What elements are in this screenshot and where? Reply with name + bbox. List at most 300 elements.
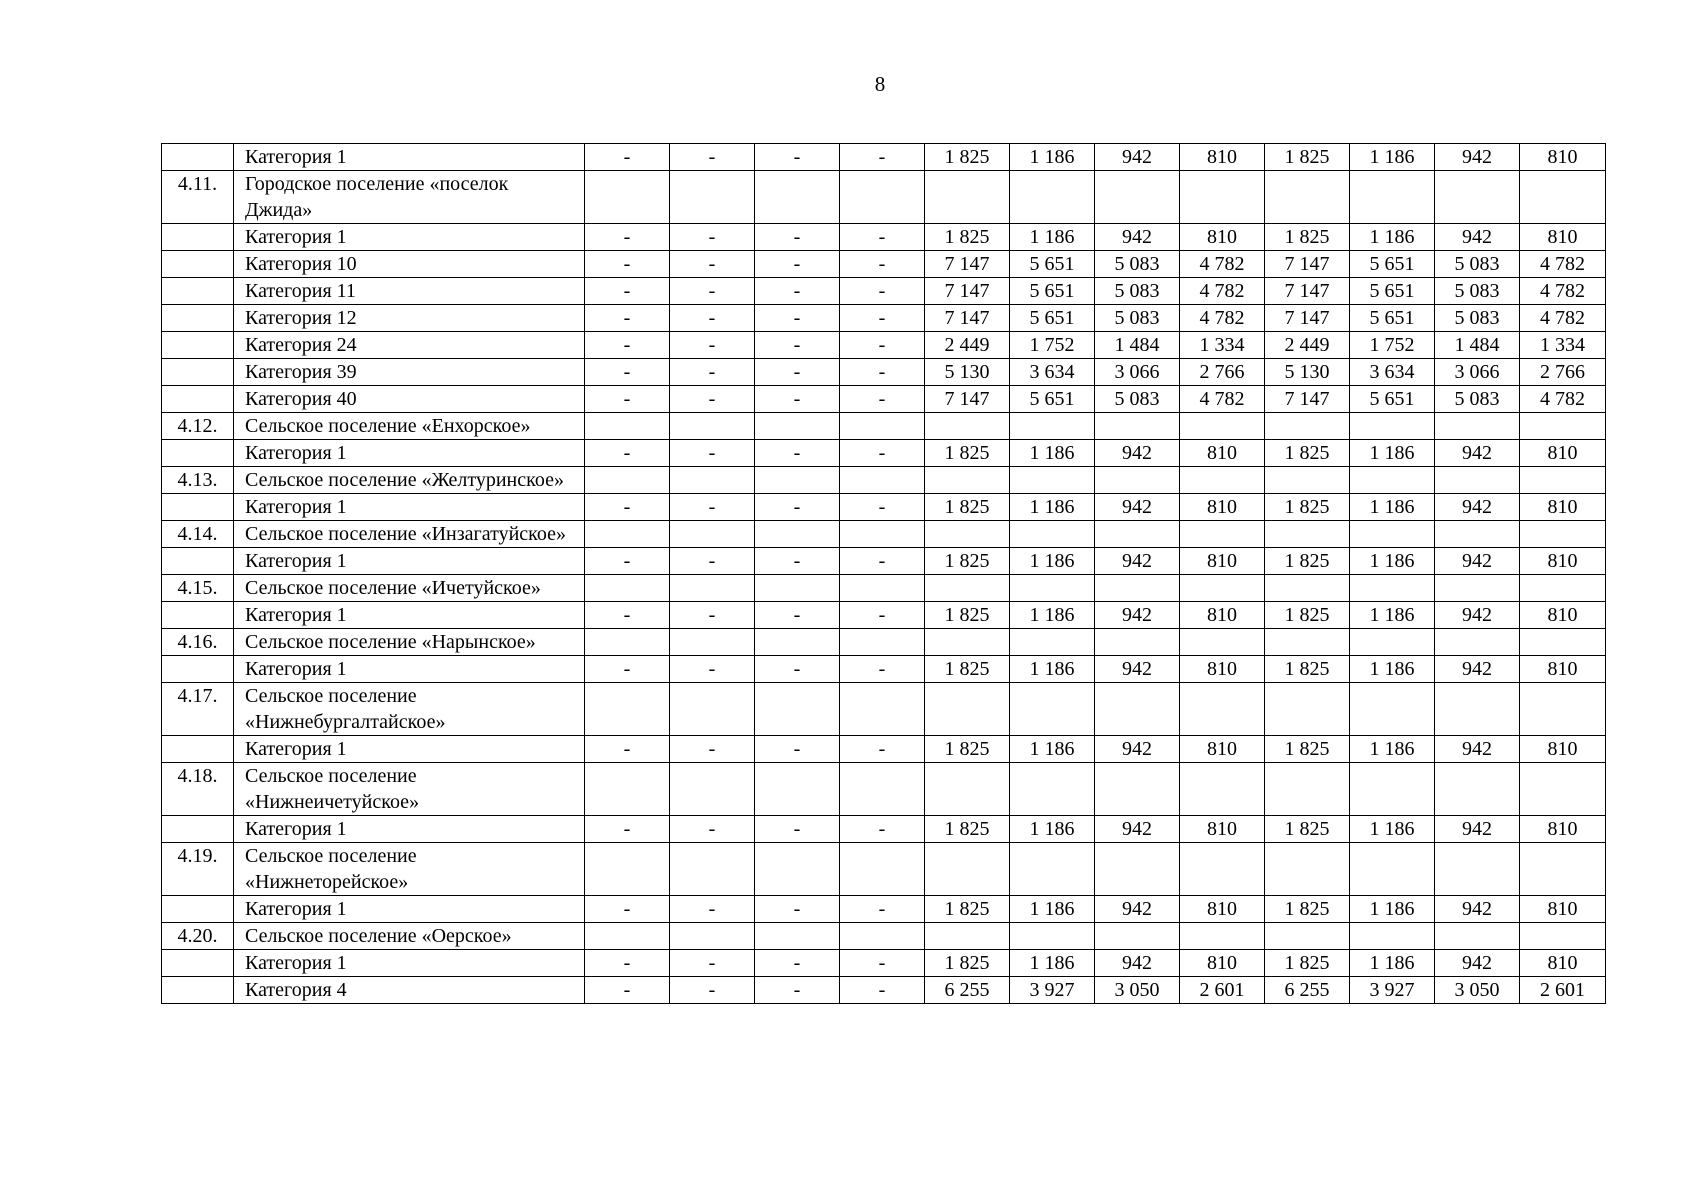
tariff-value-cell <box>1265 843 1350 896</box>
tariff-value-cell: 7 147 <box>925 305 1010 332</box>
tariff-value-cell: 810 <box>1520 440 1606 467</box>
tariff-value-cell: 1 186 <box>1010 816 1095 843</box>
category-name-cell: Категория 1 <box>234 440 585 467</box>
tariff-value-cell <box>1095 843 1180 896</box>
tariff-value-cell: 942 <box>1095 950 1180 977</box>
dash-cell: - <box>585 332 670 359</box>
dash-cell: - <box>585 656 670 683</box>
tariff-value-cell: 1 825 <box>1265 656 1350 683</box>
tariff-value-cell: 3 927 <box>1010 977 1095 1004</box>
tariff-value-cell <box>1520 763 1606 816</box>
tariff-value-cell: 5 083 <box>1435 278 1520 305</box>
category-name-cell: Категория 1 <box>234 950 585 977</box>
tariff-value-cell: 942 <box>1095 736 1180 763</box>
dash-cell: - <box>585 494 670 521</box>
tariff-value-cell: 942 <box>1435 494 1520 521</box>
tariff-value-cell: 810 <box>1180 896 1265 923</box>
tariff-value-cell <box>925 467 1010 494</box>
tariff-value-cell: 4 782 <box>1520 305 1606 332</box>
row-number-cell: 4.11. <box>162 171 234 224</box>
settlement-name-cell: Сельское поселение «Инзагатуйское» <box>234 521 585 548</box>
dash-cell <box>755 467 840 494</box>
settlement-name-cell: Сельское поселение «Нижнеичетуйское» <box>234 763 585 816</box>
tariff-value-cell: 1 484 <box>1435 332 1520 359</box>
dash-cell: - <box>840 602 925 629</box>
tariff-value-cell: 1 825 <box>925 224 1010 251</box>
tariff-value-cell: 1 752 <box>1350 332 1435 359</box>
tariff-value-cell <box>1435 521 1520 548</box>
dash-cell: - <box>755 548 840 575</box>
category-row <box>162 386 1606 413</box>
row-number-cell <box>162 950 234 977</box>
tariff-value-cell: 1 334 <box>1520 332 1606 359</box>
tariff-value-cell <box>925 843 1010 896</box>
tariff-value-cell <box>1265 521 1350 548</box>
dash-cell: - <box>670 548 755 575</box>
tariff-value-cell: 1 825 <box>1265 602 1350 629</box>
tariff-value-cell: 1 186 <box>1350 736 1435 763</box>
category-row <box>162 305 1606 332</box>
dash-cell: - <box>755 602 840 629</box>
dash-cell: - <box>755 332 840 359</box>
dash-cell: - <box>840 359 925 386</box>
tariff-value-cell: 2 601 <box>1520 977 1606 1004</box>
tariff-value-cell: 4 782 <box>1180 386 1265 413</box>
tariff-value-cell <box>925 575 1010 602</box>
dash-cell <box>585 171 670 224</box>
dash-cell <box>585 575 670 602</box>
tariff-value-cell: 4 782 <box>1180 278 1265 305</box>
dash-cell: - <box>755 494 840 521</box>
tariff-value-cell: 1 186 <box>1010 896 1095 923</box>
dash-cell <box>670 575 755 602</box>
settlement-row <box>162 413 1606 440</box>
row-number-cell <box>162 977 234 1004</box>
tariff-value-cell: 5 130 <box>1265 359 1350 386</box>
category-name-cell: Категория 1 <box>234 656 585 683</box>
tariff-value-cell: 1 334 <box>1180 332 1265 359</box>
tariff-value-cell: 810 <box>1520 736 1606 763</box>
row-number-cell <box>162 224 234 251</box>
dash-cell <box>585 629 670 656</box>
table-body <box>162 144 1606 1004</box>
tariff-value-cell: 942 <box>1435 144 1520 171</box>
category-name-cell: Категория 40 <box>234 386 585 413</box>
row-number-cell <box>162 896 234 923</box>
tariff-value-cell <box>1095 763 1180 816</box>
dash-cell: - <box>840 305 925 332</box>
tariff-value-cell <box>1350 683 1435 736</box>
tariff-value-cell: 1 186 <box>1350 816 1435 843</box>
tariff-value-cell <box>1520 171 1606 224</box>
tariff-value-cell: 1 484 <box>1095 332 1180 359</box>
dash-cell <box>840 683 925 736</box>
tariff-value-cell: 3 050 <box>1435 977 1520 1004</box>
tariff-value-cell <box>1095 413 1180 440</box>
tariff-value-cell: 5 651 <box>1350 305 1435 332</box>
dash-cell: - <box>840 656 925 683</box>
tariff-value-cell: 3 066 <box>1095 359 1180 386</box>
tariff-value-cell: 810 <box>1180 950 1265 977</box>
tariff-value-cell: 5 651 <box>1010 386 1095 413</box>
tariff-value-cell <box>1095 575 1180 602</box>
category-row <box>162 977 1606 1004</box>
settlement-row <box>162 521 1606 548</box>
tariff-value-cell: 942 <box>1435 548 1520 575</box>
tariff-value-cell: 7 147 <box>1265 305 1350 332</box>
tariff-value-cell: 2 766 <box>1180 359 1265 386</box>
tariff-value-cell: 7 147 <box>1265 251 1350 278</box>
category-name-cell: Категория 1 <box>234 224 585 251</box>
tariff-value-cell: 5 083 <box>1435 251 1520 278</box>
tariff-value-cell: 1 186 <box>1350 656 1435 683</box>
dash-cell: - <box>670 386 755 413</box>
tariff-value-cell: 5 083 <box>1095 251 1180 278</box>
dash-cell: - <box>840 494 925 521</box>
tariff-value-cell <box>1435 763 1520 816</box>
dash-cell <box>755 923 840 950</box>
tariff-value-cell: 1 186 <box>1010 494 1095 521</box>
row-number-cell <box>162 332 234 359</box>
dash-cell: - <box>840 224 925 251</box>
tariff-value-cell: 810 <box>1180 816 1265 843</box>
dash-cell: - <box>670 144 755 171</box>
tariff-value-cell <box>1520 923 1606 950</box>
dash-cell: - <box>840 977 925 1004</box>
tariff-value-cell: 1 186 <box>1350 602 1435 629</box>
tariff-value-cell: 4 782 <box>1180 305 1265 332</box>
row-number-cell: 4.15. <box>162 575 234 602</box>
tariff-value-cell <box>1265 763 1350 816</box>
settlement-name-cell: Сельское поселение «Нижнеторейское» <box>234 843 585 896</box>
tariff-value-cell <box>1265 683 1350 736</box>
dash-cell: - <box>670 656 755 683</box>
tariff-value-cell <box>1520 683 1606 736</box>
tariff-value-cell <box>1350 467 1435 494</box>
tariff-value-cell: 1 825 <box>1265 224 1350 251</box>
tariff-value-cell: 1 825 <box>925 494 1010 521</box>
row-number-cell <box>162 736 234 763</box>
dash-cell: - <box>755 224 840 251</box>
tariff-value-cell <box>1180 171 1265 224</box>
page-number: 8 <box>874 72 886 96</box>
tariff-value-cell: 4 782 <box>1520 386 1606 413</box>
tariff-value-cell: 2 449 <box>1265 332 1350 359</box>
dash-cell: - <box>755 896 840 923</box>
row-number-cell <box>162 440 234 467</box>
category-name-cell: Категория 11 <box>234 278 585 305</box>
tariff-value-cell <box>1180 923 1265 950</box>
tariff-value-cell <box>925 683 1010 736</box>
tariff-value-cell: 810 <box>1520 144 1606 171</box>
tariff-value-cell: 810 <box>1520 816 1606 843</box>
dash-cell: - <box>585 278 670 305</box>
tariff-value-cell <box>1520 467 1606 494</box>
dash-cell: - <box>755 977 840 1004</box>
dash-cell <box>585 923 670 950</box>
tariff-value-cell <box>925 763 1010 816</box>
tariff-value-cell: 4 782 <box>1520 251 1606 278</box>
dash-cell: - <box>840 736 925 763</box>
tariff-value-cell: 810 <box>1520 494 1606 521</box>
dash-cell: - <box>670 359 755 386</box>
category-row <box>162 656 1606 683</box>
tariff-value-cell: 1 186 <box>1010 144 1095 171</box>
tariff-value-cell: 5 651 <box>1010 305 1095 332</box>
tariff-value-cell: 1 825 <box>925 602 1010 629</box>
dash-cell: - <box>585 144 670 171</box>
tariff-value-cell: 1 825 <box>925 736 1010 763</box>
row-number-cell: 4.13. <box>162 467 234 494</box>
tariff-value-cell: 5 083 <box>1095 278 1180 305</box>
category-row <box>162 278 1606 305</box>
dash-cell: - <box>670 224 755 251</box>
row-number-cell: 4.16. <box>162 629 234 656</box>
tariff-value-cell <box>1520 629 1606 656</box>
tariff-value-cell: 7 147 <box>925 386 1010 413</box>
tariff-value-cell <box>925 629 1010 656</box>
tariff-value-cell: 5 083 <box>1095 386 1180 413</box>
category-row <box>162 144 1606 171</box>
dash-cell: - <box>585 386 670 413</box>
category-row <box>162 494 1606 521</box>
category-row <box>162 896 1606 923</box>
tariff-value-cell <box>1265 467 1350 494</box>
tariff-value-cell <box>1350 843 1435 896</box>
dash-cell: - <box>670 896 755 923</box>
tariff-value-cell <box>1180 763 1265 816</box>
tariff-value-cell <box>1180 413 1265 440</box>
row-number-cell: 4.17. <box>162 683 234 736</box>
row-number-cell: 4.19. <box>162 843 234 896</box>
dash-cell: - <box>755 950 840 977</box>
tariff-value-cell: 942 <box>1435 896 1520 923</box>
dash-cell <box>755 629 840 656</box>
tariff-value-cell: 942 <box>1435 736 1520 763</box>
row-number-cell <box>162 305 234 332</box>
tariff-value-cell <box>1265 629 1350 656</box>
tariff-value-cell: 1 825 <box>1265 494 1350 521</box>
dash-cell: - <box>670 278 755 305</box>
dash-cell: - <box>755 251 840 278</box>
tariff-value-cell: 1 825 <box>925 440 1010 467</box>
tariff-value-cell: 1 186 <box>1010 224 1095 251</box>
category-name-cell: Категория 12 <box>234 305 585 332</box>
tariff-value-cell: 2 766 <box>1520 359 1606 386</box>
tariff-value-cell: 1 186 <box>1350 440 1435 467</box>
tariff-value-cell: 2 449 <box>925 332 1010 359</box>
tariff-value-cell: 810 <box>1180 494 1265 521</box>
row-number-cell: 4.18. <box>162 763 234 816</box>
dash-cell <box>585 413 670 440</box>
tariff-value-cell: 942 <box>1095 548 1180 575</box>
row-number-cell <box>162 656 234 683</box>
category-row <box>162 251 1606 278</box>
tariff-value-cell: 1 825 <box>1265 950 1350 977</box>
dash-cell: - <box>840 332 925 359</box>
dash-cell: - <box>840 440 925 467</box>
tariff-value-cell <box>1095 923 1180 950</box>
tariff-value-cell: 5 651 <box>1350 386 1435 413</box>
tariff-value-cell: 1 752 <box>1010 332 1095 359</box>
dash-cell: - <box>585 977 670 1004</box>
tariff-value-cell: 1 186 <box>1350 224 1435 251</box>
settlement-name-cell: Сельское поселение «Нарынское» <box>234 629 585 656</box>
tariff-value-cell <box>925 923 1010 950</box>
category-name-cell: Категория 39 <box>234 359 585 386</box>
tariff-value-cell: 5 651 <box>1350 251 1435 278</box>
tariff-value-cell <box>1350 413 1435 440</box>
category-name-cell: Категория 10 <box>234 251 585 278</box>
dash-cell: - <box>585 548 670 575</box>
tariff-value-cell: 5 651 <box>1010 251 1095 278</box>
tariff-value-cell <box>1180 521 1265 548</box>
dash-cell <box>840 467 925 494</box>
tariff-value-cell: 942 <box>1435 224 1520 251</box>
tariff-value-cell <box>1265 575 1350 602</box>
tariff-value-cell: 7 147 <box>1265 386 1350 413</box>
tariff-value-cell: 6 255 <box>1265 977 1350 1004</box>
dash-cell: - <box>755 440 840 467</box>
dash-cell <box>755 843 840 896</box>
row-number-cell: 4.20. <box>162 923 234 950</box>
tariff-value-cell: 942 <box>1095 816 1180 843</box>
dash-cell: - <box>840 278 925 305</box>
dash-cell: - <box>670 736 755 763</box>
dash-cell: - <box>840 548 925 575</box>
settlement-row <box>162 467 1606 494</box>
tariff-value-cell: 3 050 <box>1095 977 1180 1004</box>
dash-cell: - <box>755 816 840 843</box>
tariff-value-cell <box>1350 575 1435 602</box>
dash-cell: - <box>585 896 670 923</box>
row-number-cell <box>162 602 234 629</box>
tariff-value-cell: 3 066 <box>1435 359 1520 386</box>
category-name-cell: Категория 1 <box>234 896 585 923</box>
tariff-value-cell: 810 <box>1520 896 1606 923</box>
tariff-value-cell: 3 634 <box>1010 359 1095 386</box>
category-name-cell: Категория 1 <box>234 548 585 575</box>
dash-cell: - <box>755 359 840 386</box>
category-name-cell: Категория 4 <box>234 977 585 1004</box>
row-number-cell <box>162 359 234 386</box>
settlement-row <box>162 171 1606 224</box>
tariff-value-cell <box>925 413 1010 440</box>
tariff-value-cell <box>1520 843 1606 896</box>
tariff-value-cell: 1 186 <box>1350 494 1435 521</box>
tariff-value-cell <box>1435 413 1520 440</box>
settlement-row <box>162 923 1606 950</box>
tariff-value-cell <box>1010 413 1095 440</box>
tariff-value-cell: 942 <box>1095 494 1180 521</box>
tariff-value-cell <box>1095 629 1180 656</box>
tariff-value-cell: 810 <box>1180 440 1265 467</box>
dash-cell: - <box>670 251 755 278</box>
dash-cell: - <box>670 602 755 629</box>
tariff-value-cell: 1 186 <box>1350 144 1435 171</box>
tariff-value-cell <box>1010 923 1095 950</box>
dash-cell <box>755 413 840 440</box>
dash-cell: - <box>585 224 670 251</box>
tariff-value-cell: 5 651 <box>1350 278 1435 305</box>
tariff-value-cell: 942 <box>1095 144 1180 171</box>
tariff-value-cell: 4 782 <box>1180 251 1265 278</box>
tariff-value-cell <box>1095 521 1180 548</box>
row-number-cell <box>162 144 234 171</box>
tariff-value-cell <box>1350 171 1435 224</box>
dash-cell: - <box>670 494 755 521</box>
tariff-value-cell: 1 186 <box>1010 440 1095 467</box>
tariff-value-cell: 5 083 <box>1435 386 1520 413</box>
tariff-value-cell: 942 <box>1095 602 1180 629</box>
tariff-value-cell <box>1350 923 1435 950</box>
tariff-value-cell: 3 927 <box>1350 977 1435 1004</box>
tariff-value-cell <box>1180 467 1265 494</box>
tariff-value-cell <box>1010 763 1095 816</box>
tariff-value-cell: 1 186 <box>1010 656 1095 683</box>
tariff-value-cell: 6 255 <box>925 977 1010 1004</box>
tariff-value-cell: 5 130 <box>925 359 1010 386</box>
tariff-value-cell: 7 147 <box>1265 278 1350 305</box>
dash-cell: - <box>585 359 670 386</box>
tariff-value-cell: 942 <box>1435 950 1520 977</box>
tariff-value-cell <box>1435 923 1520 950</box>
dash-cell <box>670 843 755 896</box>
tariff-value-cell: 2 601 <box>1180 977 1265 1004</box>
tariff-value-cell <box>1010 683 1095 736</box>
dash-cell <box>755 763 840 816</box>
row-number-cell: 4.12. <box>162 413 234 440</box>
dash-cell <box>585 843 670 896</box>
tariff-value-cell: 810 <box>1180 602 1265 629</box>
dash-cell: - <box>840 816 925 843</box>
tariff-value-cell: 810 <box>1520 548 1606 575</box>
dash-cell <box>755 575 840 602</box>
category-row <box>162 816 1606 843</box>
row-number-cell <box>162 251 234 278</box>
tariff-value-cell <box>1435 843 1520 896</box>
tariff-value-cell <box>1180 683 1265 736</box>
tariff-value-cell <box>1350 521 1435 548</box>
tariff-value-cell <box>1010 629 1095 656</box>
category-row <box>162 950 1606 977</box>
settlement-row <box>162 683 1606 736</box>
tariff-value-cell <box>1180 575 1265 602</box>
tariff-value-cell: 5 083 <box>1095 305 1180 332</box>
tariff-value-cell: 942 <box>1095 440 1180 467</box>
tariff-value-cell <box>1010 171 1095 224</box>
dash-cell: - <box>670 440 755 467</box>
dash-cell <box>840 171 925 224</box>
dash-cell <box>670 171 755 224</box>
tariff-value-cell: 942 <box>1095 224 1180 251</box>
tariff-value-cell: 810 <box>1180 736 1265 763</box>
dash-cell <box>755 171 840 224</box>
dash-cell: - <box>670 977 755 1004</box>
dash-cell: - <box>585 440 670 467</box>
tariff-value-cell: 942 <box>1095 896 1180 923</box>
dash-cell <box>755 683 840 736</box>
dash-cell: - <box>840 386 925 413</box>
settlement-name-cell: Сельское поселение «Оерское» <box>234 923 585 950</box>
row-number-cell: 4.14. <box>162 521 234 548</box>
dash-cell <box>670 629 755 656</box>
dash-cell <box>670 413 755 440</box>
tariff-value-cell: 810 <box>1520 656 1606 683</box>
tariff-value-cell <box>1520 521 1606 548</box>
tariff-value-cell <box>1435 575 1520 602</box>
dash-cell: - <box>670 816 755 843</box>
